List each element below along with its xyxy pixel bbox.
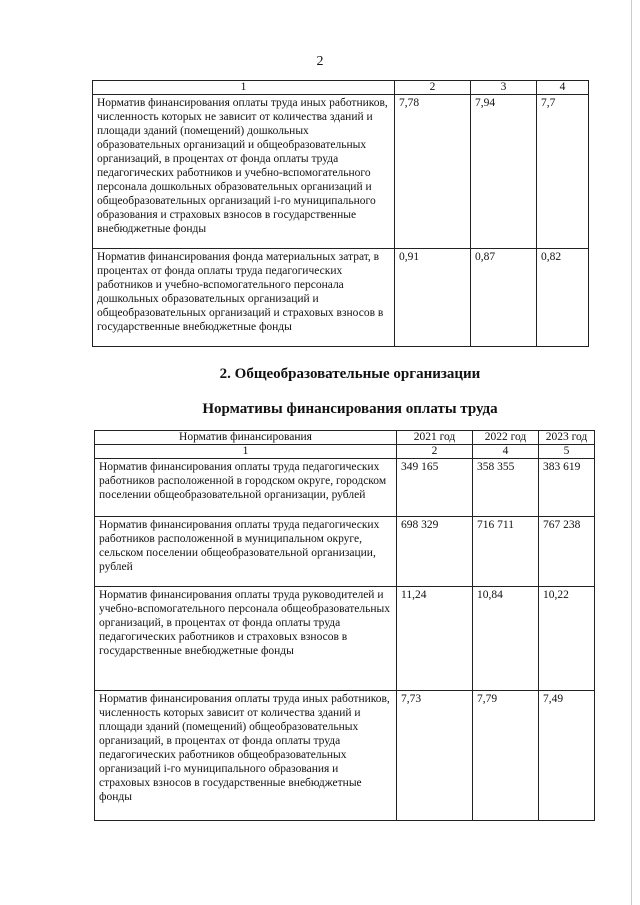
table-header-numbers-row: [95, 445, 595, 459]
row-label: Норматив финансирования фонда материальных затрат, в процентах от фонда оплаты труда педагогических работников и учебно-вспомогательного персонала дошкольных образовательных организаций и общеобразовательных организаций и страховых взносов в государственные внебюджетные фонды: [93, 249, 395, 347]
header-cell: 1: [93, 81, 395, 95]
header-cell: 2022 год: [473, 431, 539, 445]
row-value: 358 355: [473, 459, 539, 517]
header-cell: 3: [471, 81, 537, 95]
row-value: 7,94: [471, 95, 537, 249]
table-row: [95, 691, 595, 821]
header-cell: 4: [537, 81, 589, 95]
row-value: 7,73: [397, 691, 473, 821]
table-norms-preschool: [92, 80, 589, 347]
row-value: 716 711: [473, 517, 539, 587]
table-row: [95, 587, 595, 691]
header-num-cell: 1: [95, 445, 397, 459]
page-number: 2: [316, 54, 324, 69]
row-value: 0,82: [537, 249, 589, 347]
row-value: 383 619: [539, 459, 595, 517]
section-subtitle: Нормативы финансирования оплаты труда: [202, 401, 498, 417]
header-cell: 2023 год: [539, 431, 595, 445]
header-cell: 2021 год: [397, 431, 473, 445]
row-value: 7,78: [395, 95, 471, 249]
section-title: 2. Общеобразовательные организации: [219, 366, 481, 382]
row-value: 10,22: [539, 587, 595, 691]
table-norms-general-education: [94, 430, 595, 821]
header-cell: Норматив финансирования: [95, 431, 397, 445]
row-label: Норматив финансирования оплаты труда педагогических работников расположенной в городском округе, городском поселении общеобразовательной организации, рублей: [95, 459, 397, 517]
table-header-row: [95, 431, 595, 445]
header-num-cell: 5: [539, 445, 595, 459]
header-num-cell: 2: [397, 445, 473, 459]
scan-edge: [631, 0, 632, 905]
row-label: Норматив финансирования оплаты труда иных работников, численность которых не зависит от количества зданий и площади зданий (помещений) дошкольных образовательных организаций и общеобразовательных организаций, в процентах от фонда оплаты труда педагогических работников и учебно-вспомогательного персонала дошкольных образовательных организаций и общеобразовательных организаций i-го муниципального образования и страховых взносов в государственные внебюджетные фонды: [93, 95, 395, 249]
header-cell: 2: [395, 81, 471, 95]
header-num-cell: 4: [473, 445, 539, 459]
row-value: 767 238: [539, 517, 595, 587]
row-value: 7,79: [473, 691, 539, 821]
row-value: 11,24: [397, 587, 473, 691]
row-value: 0,91: [395, 249, 471, 347]
row-value: 7,49: [539, 691, 595, 821]
row-label: Норматив финансирования оплаты труда руководителей и учебно-вспомогательного персонала общеобразовательных организаций, в процентах от фонда оплаты труда педагогических работников и страховых взносов в государственные внебюджетные фонды: [95, 587, 397, 691]
row-value: 10,84: [473, 587, 539, 691]
row-value: 7,7: [537, 95, 589, 249]
table-row: [93, 95, 589, 249]
table-row: [95, 459, 595, 517]
table-row: [95, 517, 595, 587]
row-value: 349 165: [397, 459, 473, 517]
table-header-row: [93, 81, 589, 95]
row-value: 0,87: [471, 249, 537, 347]
row-value: 698 329: [397, 517, 473, 587]
row-label: Норматив финансирования оплаты труда иных работников, численность которых зависит от количества зданий и площади зданий (помещений) общеобразовательных организаций, в процентах от фонда оплаты труда педагогических работников общеобразовательных организаций i-го муниципального образования и страховых взносов в государственные внебюджетные фонды: [95, 691, 397, 821]
row-label: Норматив финансирования оплаты труда педагогических работников расположенной в муниципальном округе, сельском поселении общеобразовательной организации, рублей: [95, 517, 397, 587]
table-row: [93, 249, 589, 347]
